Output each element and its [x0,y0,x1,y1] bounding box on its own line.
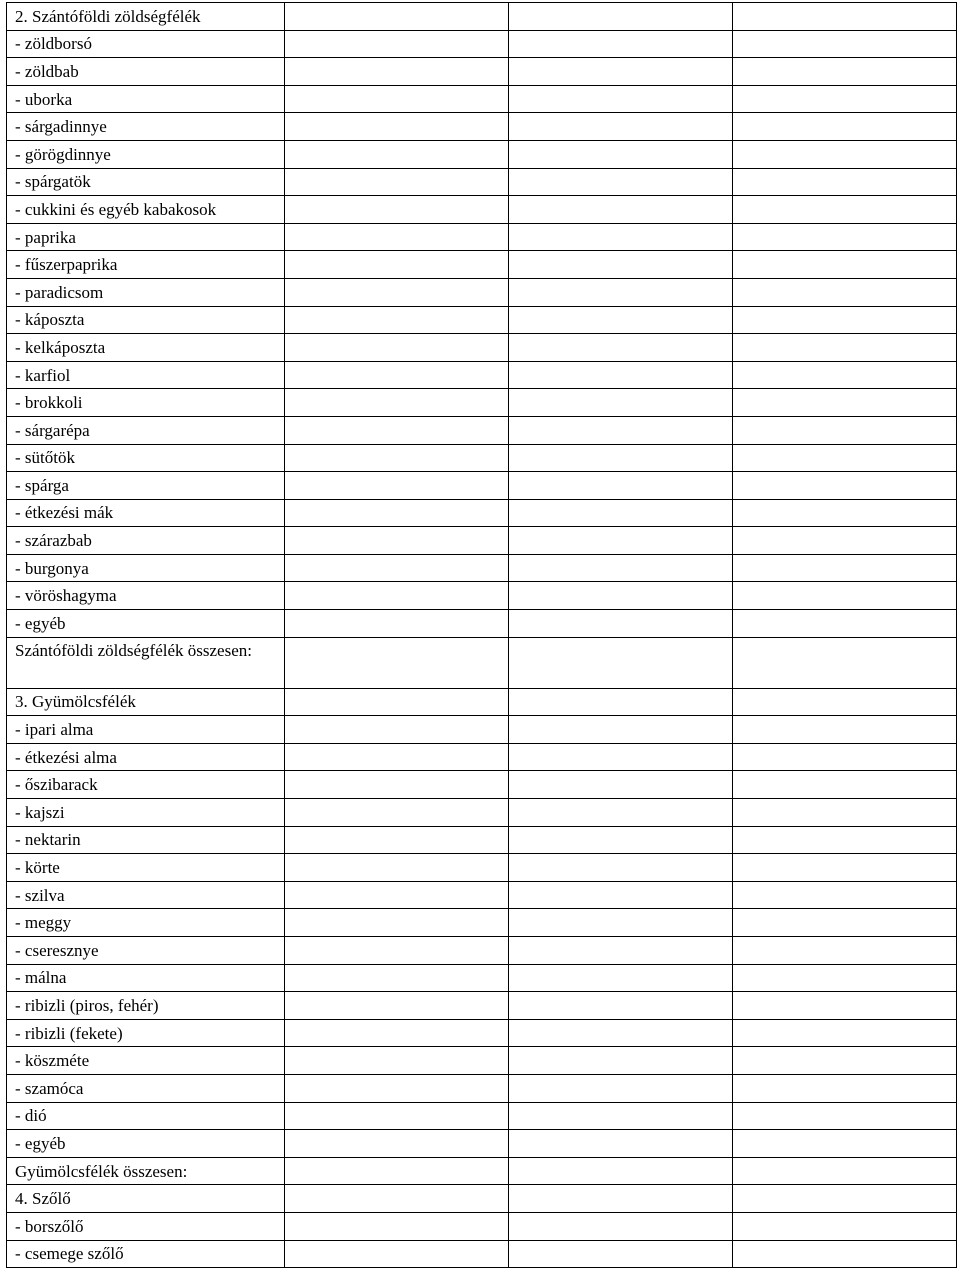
value-cell-2[interactable] [509,909,733,937]
crop-name-cell: - szamóca [7,1074,285,1102]
value-cell-1[interactable] [285,799,509,827]
value-cell-2[interactable] [509,527,733,555]
value-cell-3[interactable] [733,992,957,1020]
table-row [7,444,957,472]
value-cell-3[interactable] [733,1102,957,1130]
section-heading-row [7,3,957,31]
value-cell-2[interactable] [509,361,733,389]
section-heading-cell: 2. Szántóföldi zöldségfélék [7,3,285,31]
value-cell-3[interactable] [733,688,957,716]
value-cell-3[interactable] [733,1019,957,1047]
table-row [7,937,957,965]
crop-name-cell: - vöröshagyma [7,582,285,610]
crop-name-cell: - csemege szőlő [7,1240,285,1268]
value-cell-1[interactable] [285,688,509,716]
value-cell-3[interactable] [733,909,957,937]
crop-name-cell: - sütőtök [7,444,285,472]
value-cell-3[interactable] [733,716,957,744]
value-cell-1[interactable] [285,771,509,799]
value-cell-2[interactable] [509,554,733,582]
value-cell-2[interactable] [509,472,733,500]
value-cell-3[interactable] [733,58,957,86]
value-cell-2[interactable] [509,771,733,799]
value-cell-2[interactable] [509,743,733,771]
value-cell-2[interactable] [509,992,733,1020]
value-cell-1[interactable] [285,251,509,279]
value-cell-3[interactable] [733,334,957,362]
value-cell-3[interactable] [733,1240,957,1268]
section-total-cell: Gyümölcsfélék összesen: [7,1157,285,1185]
value-cell-1[interactable] [285,1019,509,1047]
crop-name-cell: - spárga [7,472,285,500]
table-row [7,992,957,1020]
crop-name-cell: - cseresznye [7,937,285,965]
value-cell-2[interactable] [509,251,733,279]
table-row [7,881,957,909]
table-row [7,554,957,582]
table-row [7,799,957,827]
value-cell-2[interactable] [509,1019,733,1047]
crop-name-cell: - görögdinnye [7,140,285,168]
table-row [7,416,957,444]
value-cell-2[interactable] [509,582,733,610]
table-row [7,1019,957,1047]
crop-table-body [7,3,957,1268]
value-cell-1[interactable] [285,1102,509,1130]
value-cell-1[interactable] [285,937,509,965]
table-row [7,278,957,306]
crop-name-cell: - kelkáposzta [7,334,285,362]
value-cell-3[interactable] [733,937,957,965]
value-cell-1[interactable] [285,334,509,362]
crop-name-cell: - burgonya [7,554,285,582]
value-cell-2[interactable] [509,140,733,168]
crop-name-cell: - zöldbab [7,58,285,86]
value-cell-1[interactable] [285,140,509,168]
value-cell-2[interactable] [509,799,733,827]
value-cell-2[interactable] [509,1102,733,1130]
value-cell-3[interactable] [733,30,957,58]
section-heading-row [7,1185,957,1213]
value-cell-1[interactable] [285,992,509,1020]
value-cell-2[interactable] [509,278,733,306]
value-cell-3[interactable] [733,223,957,251]
crop-name-cell: - egyéb [7,610,285,638]
crop-name-cell: - málna [7,964,285,992]
crop-name-cell: - fűszerpaprika [7,251,285,279]
value-cell-1[interactable] [285,306,509,334]
table-row [7,196,957,224]
crop-name-cell: - nektarin [7,826,285,854]
value-cell-1[interactable] [285,1047,509,1075]
crop-name-cell: - étkezési alma [7,743,285,771]
value-cell-1[interactable] [285,113,509,141]
table-row [7,1047,957,1075]
table-row [7,1212,957,1240]
value-cell-3[interactable] [733,1157,957,1185]
crop-name-cell: - paradicsom [7,278,285,306]
table-row [7,610,957,638]
crop-name-cell: - sárgadinnye [7,113,285,141]
value-cell-3[interactable] [733,771,957,799]
table-row [7,361,957,389]
table-row [7,854,957,882]
crop-name-cell: - szárazbab [7,527,285,555]
value-cell-2[interactable] [509,637,733,688]
crop-name-cell: - brokkoli [7,389,285,417]
crop-name-cell: - dió [7,1102,285,1130]
value-cell-2[interactable] [509,30,733,58]
crop-name-cell: - ipari alma [7,716,285,744]
value-cell-1[interactable] [285,1212,509,1240]
value-cell-2[interactable] [509,223,733,251]
table-row [7,716,957,744]
value-cell-1[interactable] [285,361,509,389]
value-cell-3[interactable] [733,85,957,113]
value-cell-1[interactable] [285,854,509,882]
value-cell-3[interactable] [733,1047,957,1075]
table-row [7,527,957,555]
value-cell-3[interactable] [733,140,957,168]
crop-name-cell: - káposzta [7,306,285,334]
crop-name-cell: - körte [7,854,285,882]
section-heading-row [7,688,957,716]
section-heading-cell: 3. Gyümölcsfélék [7,688,285,716]
value-cell-3[interactable] [733,416,957,444]
value-cell-2[interactable] [509,610,733,638]
crop-name-cell: - spárgatök [7,168,285,196]
table-row [7,58,957,86]
value-cell-1[interactable] [285,30,509,58]
value-cell-2[interactable] [509,306,733,334]
table-row [7,168,957,196]
value-cell-2[interactable] [509,85,733,113]
section-total-row [7,1157,957,1185]
crop-name-cell: - borszőlő [7,1212,285,1240]
section-heading-cell: 4. Szőlő [7,1185,285,1213]
value-cell-3[interactable] [733,168,957,196]
table-row [7,334,957,362]
value-cell-1[interactable] [285,444,509,472]
value-cell-2[interactable] [509,3,733,31]
value-cell-2[interactable] [509,1074,733,1102]
crop-name-cell: - meggy [7,909,285,937]
value-cell-3[interactable] [733,472,957,500]
value-cell-1[interactable] [285,610,509,638]
table-row [7,306,957,334]
value-cell-2[interactable] [509,1240,733,1268]
value-cell-3[interactable] [733,389,957,417]
value-cell-2[interactable] [509,1130,733,1158]
value-cell-1[interactable] [285,1185,509,1213]
value-cell-3[interactable] [733,527,957,555]
crop-name-cell: - sárgarépa [7,416,285,444]
value-cell-1[interactable] [285,223,509,251]
table-row [7,140,957,168]
crop-name-cell: - paprika [7,223,285,251]
crop-name-cell: - szilva [7,881,285,909]
crop-name-cell: - uborka [7,85,285,113]
table-row [7,582,957,610]
value-cell-1[interactable] [285,58,509,86]
table-row [7,826,957,854]
crop-name-cell: - ribizli (piros, fehér) [7,992,285,1020]
value-cell-2[interactable] [509,334,733,362]
crop-name-cell: - karfiol [7,361,285,389]
crop-name-cell: - egyéb [7,1130,285,1158]
value-cell-1[interactable] [285,1157,509,1185]
value-cell-3[interactable] [733,1212,957,1240]
value-cell-1[interactable] [285,1074,509,1102]
table-row [7,85,957,113]
crop-name-cell: - zöldborsó [7,30,285,58]
value-cell-3[interactable] [733,1074,957,1102]
value-cell-3[interactable] [733,1185,957,1213]
value-cell-1[interactable] [285,909,509,937]
section-total-row [7,637,957,688]
table-row [7,964,957,992]
value-cell-1[interactable] [285,716,509,744]
value-cell-2[interactable] [509,854,733,882]
value-cell-1[interactable] [285,1130,509,1158]
crop-name-cell: - őszibarack [7,771,285,799]
value-cell-2[interactable] [509,196,733,224]
value-cell-2[interactable] [509,113,733,141]
section-total-cell: Szántóföldi zöldségfélék összesen: [7,637,285,688]
value-cell-1[interactable] [285,826,509,854]
value-cell-1[interactable] [285,554,509,582]
value-cell-2[interactable] [509,1047,733,1075]
value-cell-1[interactable] [285,1240,509,1268]
value-cell-2[interactable] [509,168,733,196]
value-cell-1[interactable] [285,743,509,771]
table-row [7,1074,957,1102]
value-cell-3[interactable] [733,361,957,389]
crop-name-cell: - ribizli (fekete) [7,1019,285,1047]
value-cell-1[interactable] [285,3,509,31]
value-cell-3[interactable] [733,251,957,279]
value-cell-3[interactable] [733,582,957,610]
value-cell-1[interactable] [285,196,509,224]
value-cell-2[interactable] [509,716,733,744]
value-cell-2[interactable] [509,937,733,965]
crop-table [6,2,957,1268]
value-cell-3[interactable] [733,881,957,909]
value-cell-2[interactable] [509,416,733,444]
value-cell-3[interactable] [733,854,957,882]
value-cell-2[interactable] [509,499,733,527]
value-cell-3[interactable] [733,499,957,527]
value-cell-2[interactable] [509,964,733,992]
value-cell-2[interactable] [509,1185,733,1213]
table-row [7,909,957,937]
table-row [7,499,957,527]
value-cell-3[interactable] [733,743,957,771]
crop-name-cell: - cukkini és egyéb kabakosok [7,196,285,224]
value-cell-1[interactable] [285,964,509,992]
value-cell-2[interactable] [509,58,733,86]
value-cell-2[interactable] [509,826,733,854]
value-cell-3[interactable] [733,306,957,334]
value-cell-1[interactable] [285,278,509,306]
value-cell-3[interactable] [733,637,957,688]
value-cell-3[interactable] [733,113,957,141]
table-row [7,1130,957,1158]
value-cell-1[interactable] [285,416,509,444]
value-cell-3[interactable] [733,196,957,224]
value-cell-1[interactable] [285,85,509,113]
table-row [7,1240,957,1268]
value-cell-3[interactable] [733,278,957,306]
table-row [7,743,957,771]
value-cell-1[interactable] [285,168,509,196]
table-row [7,251,957,279]
value-cell-1[interactable] [285,499,509,527]
value-cell-2[interactable] [509,881,733,909]
value-cell-2[interactable] [509,389,733,417]
value-cell-1[interactable] [285,472,509,500]
value-cell-3[interactable] [733,610,957,638]
table-row [7,771,957,799]
value-cell-3[interactable] [733,964,957,992]
value-cell-1[interactable] [285,637,509,688]
value-cell-3[interactable] [733,554,957,582]
value-cell-3[interactable] [733,799,957,827]
table-row [7,1102,957,1130]
table-row [7,113,957,141]
table-row [7,389,957,417]
value-cell-2[interactable] [509,1157,733,1185]
value-cell-1[interactable] [285,389,509,417]
value-cell-2[interactable] [509,688,733,716]
value-cell-1[interactable] [285,527,509,555]
table-row [7,30,957,58]
table-row [7,472,957,500]
value-cell-3[interactable] [733,826,957,854]
crop-name-cell: - köszméte [7,1047,285,1075]
value-cell-2[interactable] [509,1212,733,1240]
value-cell-1[interactable] [285,881,509,909]
value-cell-3[interactable] [733,444,957,472]
value-cell-2[interactable] [509,444,733,472]
value-cell-1[interactable] [285,582,509,610]
table-row [7,223,957,251]
crop-name-cell: - étkezési mák [7,499,285,527]
crop-name-cell: - kajszi [7,799,285,827]
value-cell-3[interactable] [733,3,957,31]
value-cell-3[interactable] [733,1130,957,1158]
